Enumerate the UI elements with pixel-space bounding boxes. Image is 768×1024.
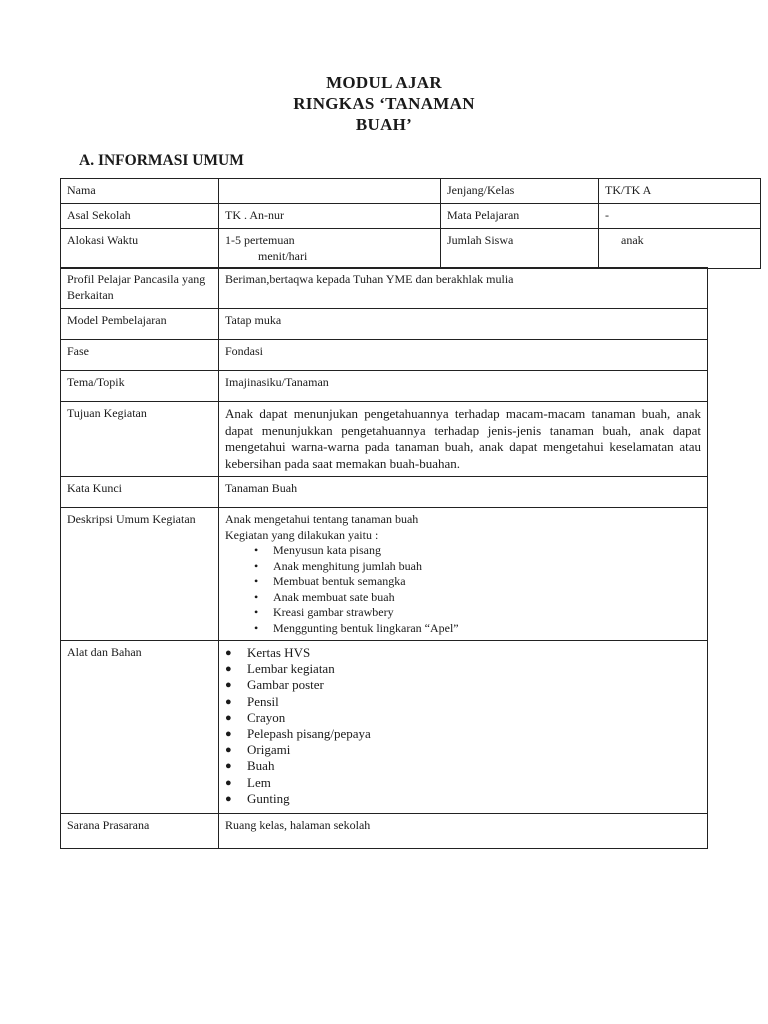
title-line-3: BUAH’ [355, 115, 413, 134]
list-item-text: Kreasi gambar strawbery [273, 605, 394, 619]
nama-value [219, 179, 441, 204]
bullet-icon: ● [225, 663, 232, 676]
list-item-text: Crayon [247, 709, 286, 725]
model-value: Tatap muka [219, 309, 708, 340]
table-row [61, 371, 708, 402]
tujuan-value: Anak dapat menunjukan pengetahuannya terhadap macam-macam tanaman buah, anak dapat menunjukkan pengetahuannya terhadap jenis-jenis tanaman buah, anak dapat mengetahui warna-warna pada tanaman buah, anak dapat mengetahui keselamatan atau kebersihan pada saat memakan buah-buahan. [219, 402, 708, 477]
deskripsi-intro-2: Kegiatan yang dilakukan yaitu : [225, 527, 379, 542]
list-item [225, 774, 701, 791]
section-heading: A. INFORMASI UMUM [79, 152, 244, 169]
kata-kunci-label: Kata Kunci [61, 477, 219, 508]
bullet-icon: ● [225, 647, 232, 659]
list-item [254, 543, 701, 559]
tema-label: Tema/Topik [61, 371, 219, 402]
list-item-text: Origami [247, 742, 291, 758]
alokasi-value-line1: 1-5 pertemuan [225, 233, 295, 247]
table-row [61, 204, 761, 229]
table-row [61, 340, 708, 371]
table-row [61, 229, 761, 269]
deskripsi-label: Deskripsi Umum Kegiatan [61, 508, 219, 641]
profil-value: Beriman,bertaqwa kepada Tuhan YME dan berakhlak mulia [219, 268, 708, 309]
title-line-1: MODUL AJAR [326, 73, 442, 92]
tujuan-label: Tujuan Kegiatan [61, 402, 219, 477]
list-item [225, 709, 701, 726]
table-row [61, 814, 708, 849]
list-item [225, 790, 701, 807]
bullet-icon: ● [225, 679, 232, 692]
nama-label: Nama [61, 179, 219, 204]
bullet-icon: ● [225, 728, 232, 741]
tema-value: Imajinasiku/Tanaman [219, 371, 708, 402]
bullet-icon: ● [225, 792, 232, 805]
general-info-table [60, 178, 761, 269]
list-item-text: Buah [247, 758, 275, 774]
jenjang-label: Jenjang/Kelas [441, 179, 599, 204]
jumlah-label: Jumlah Siswa [441, 229, 599, 269]
list-item [225, 742, 701, 758]
bullet-icon: • [254, 620, 259, 635]
profil-label: Profil Pelajar Pancasila yang Berkaitan [61, 268, 219, 309]
sarana-label: Sarana Prasarana [61, 814, 219, 849]
bullet-icon: • [254, 543, 259, 557]
list-item [225, 726, 701, 742]
document-title [0, 72, 768, 135]
alokasi-value [219, 229, 441, 269]
table-row [61, 508, 708, 641]
bullet-icon: ● [225, 711, 232, 724]
detail-table [60, 267, 708, 849]
list-item-text: Menggunting bentuk lingkaran “Apel” [273, 620, 459, 635]
alat-value [219, 641, 708, 814]
fase-value: Fondasi [219, 340, 708, 371]
sarana-value: Ruang kelas, halaman sekolah [219, 814, 708, 849]
list-item-text: Pelepash pisang/pepaya [247, 726, 371, 742]
list-item [225, 677, 701, 693]
bullet-icon: ● [225, 695, 232, 708]
table-row [61, 309, 708, 340]
list-item [225, 693, 701, 710]
list-item [225, 758, 701, 774]
alokasi-label: Alokasi Waktu [61, 229, 219, 269]
list-item-text: Gambar poster [247, 677, 324, 693]
list-item [254, 574, 701, 590]
fase-label: Fase [61, 340, 219, 371]
list-item-text: Anak membuat sate buah [273, 589, 395, 604]
jumlah-value-text: anak [621, 233, 644, 247]
title-line-2: RINGKAS ‘TANAMAN [293, 94, 475, 113]
jenjang-value: TK/TK A [599, 179, 761, 204]
list-item [254, 589, 701, 606]
bullet-icon: ● [225, 776, 232, 789]
list-item-text: Anak menghitung jumlah buah [273, 558, 422, 573]
kegiatan-list [225, 543, 701, 636]
alat-label: Alat dan Bahan [61, 641, 219, 814]
bullet-icon: • [254, 605, 259, 619]
list-item-text: Lem [247, 774, 271, 790]
bullet-icon: ● [225, 744, 232, 757]
asal-value: TK . An-nur [219, 204, 441, 229]
list-item [254, 558, 701, 575]
deskripsi-intro-1: Anak mengetahui tentang tanaman buah [225, 512, 419, 526]
list-item [254, 605, 701, 621]
deskripsi-value [219, 508, 708, 641]
alokasi-value-line2: menit/hari [258, 248, 308, 263]
table-row [61, 477, 708, 508]
bullet-icon: • [254, 574, 259, 588]
list-item [225, 661, 701, 677]
table-row [61, 268, 708, 309]
list-item-text: Menyusun kata pisang [273, 543, 381, 557]
kata-kunci-value: Tanaman Buah [219, 477, 708, 508]
list-item-text: Kertas HVS [247, 645, 311, 660]
bullet-icon: ● [225, 760, 232, 773]
list-item-text: Pensil [247, 693, 279, 709]
jumlah-value [599, 229, 761, 269]
list-item-text: Membuat bentuk semangka [273, 574, 406, 588]
bullet-icon: • [254, 558, 259, 573]
alat-list [225, 645, 701, 807]
list-item-text: Lembar kegiatan [247, 661, 335, 677]
table-row [61, 179, 761, 204]
table-row [61, 641, 708, 814]
list-item [254, 620, 701, 637]
list-item-text: Gunting [247, 790, 290, 806]
bullet-icon: • [254, 589, 259, 604]
table-row [61, 402, 708, 477]
mapel-label: Mata Pelajaran [441, 204, 599, 229]
list-item [225, 645, 701, 661]
model-label: Model Pembelajaran [61, 309, 219, 340]
mapel-value: - [599, 204, 761, 229]
asal-label: Asal Sekolah [61, 204, 219, 229]
